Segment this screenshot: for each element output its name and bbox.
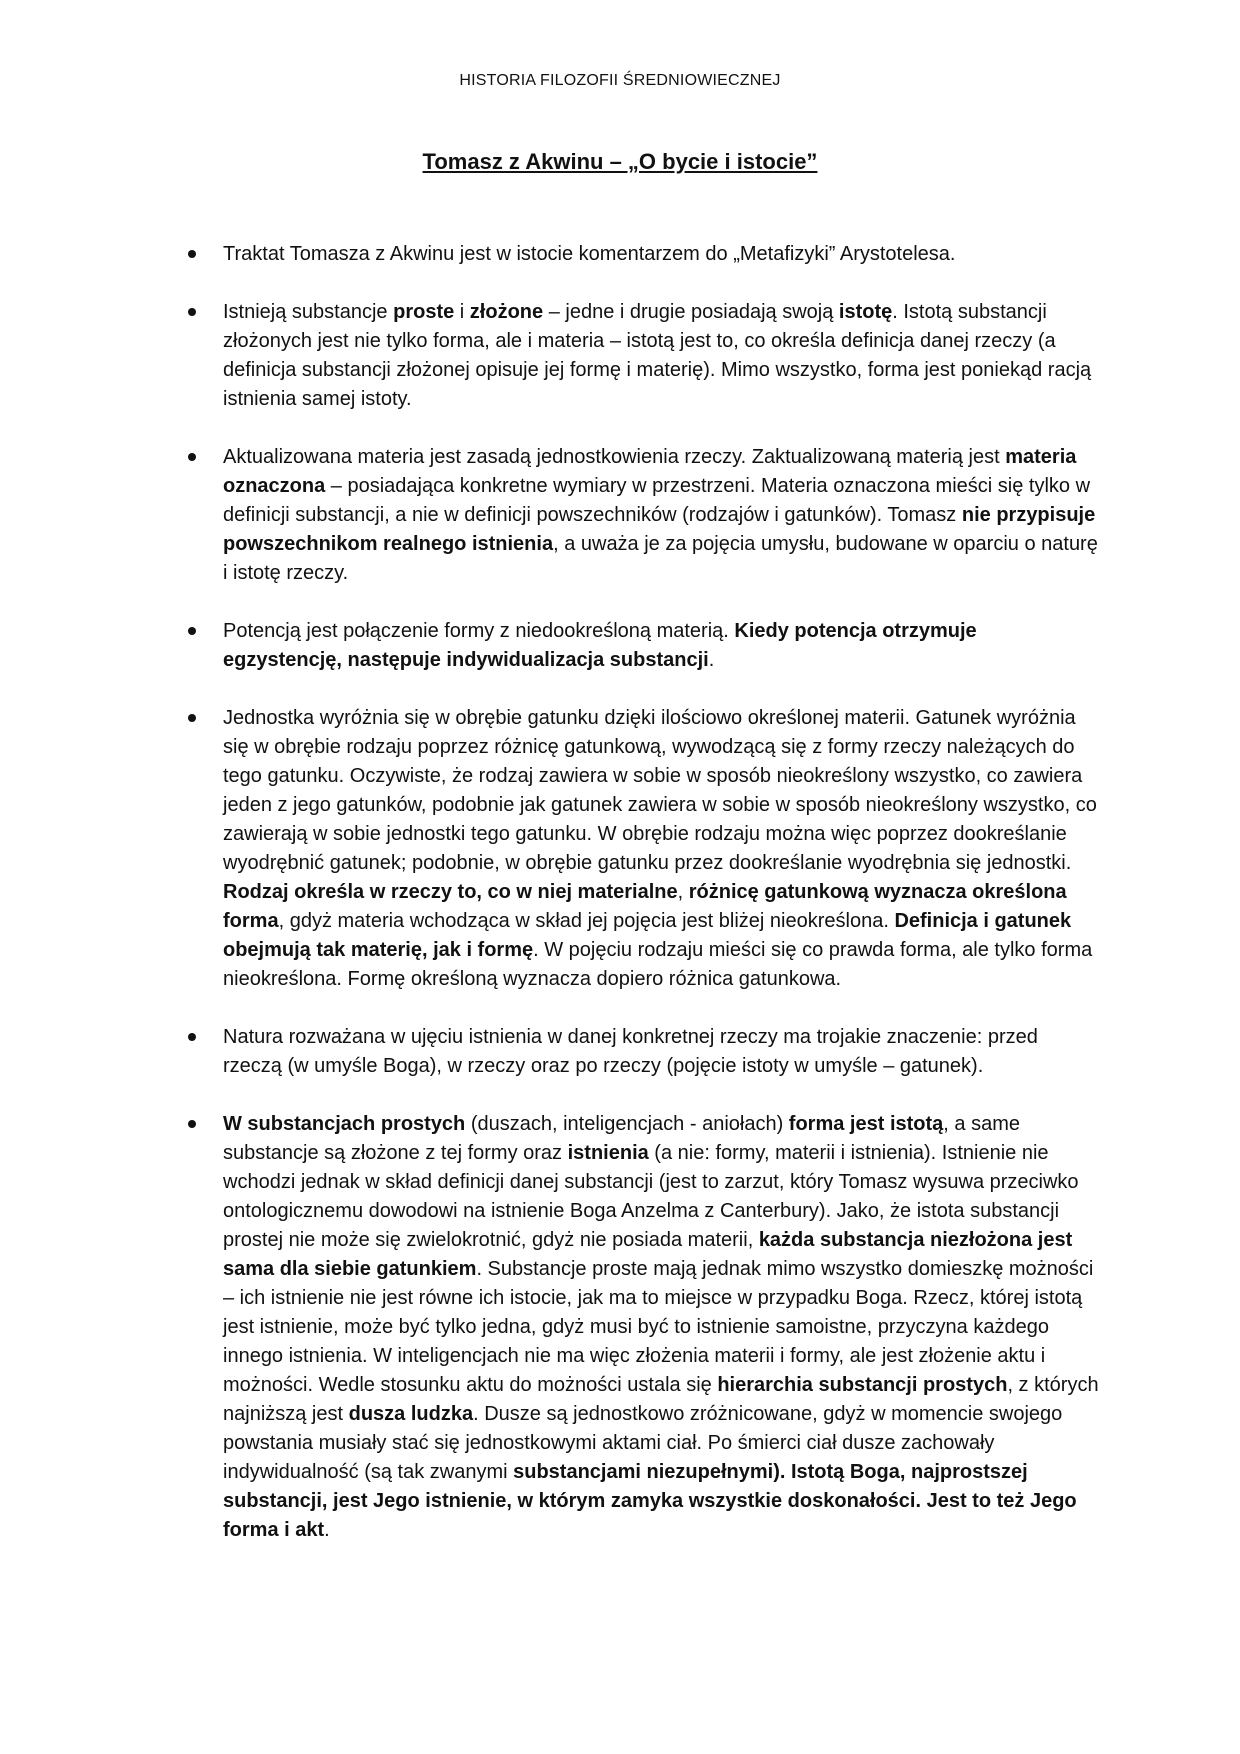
paragraph-text: [223, 301, 1091, 410]
bold-text-run: istnienia: [567, 1142, 649, 1164]
bold-text-run: nie przypisuje powszechnikom realnego istnienia: [223, 504, 1096, 555]
text-run: .: [708, 649, 715, 671]
text-run: Jednostka wyróżnia się w obrębie gatunku dzięki ilościowo określonej materii. Gatunek wyróżnia się w obrębie rodzaju poprzez różnicę gatunkową, wywodzącą się z formy rzeczy należących do tego gatunku. Oczywiste, że rodzaj zawiera w sobie w sposób nieokreślony wszystko, co zawiera jeden z jego gatunków, podobnie jak gatunek zawiera w sobie w sposób nieokreślony wszystko, co zawierają w sobie jednostki tego gatunku. W obrębie rodzaju można więc poprzez dookreślanie wyodrębnić gatunek; podobnie, w obrębie gatunku przez dookreślanie wyodrębnia się jednostki.: [223, 707, 1097, 874]
page-header: HISTORIA FILOZOFII ŚREDNIOWIECZNEJ: [459, 72, 781, 89]
paragraph-text: [223, 243, 955, 265]
paragraph-text: [223, 707, 1097, 990]
bold-text-run: różnicę gatunkową wyznacza określona forma: [223, 881, 1067, 932]
bullet-icon: [188, 1120, 196, 1128]
bullet-icon: [188, 250, 196, 258]
text-run: , gdyż materia wchodząca w skład jej pojęcia jest bliżej nieokreślona.: [278, 910, 895, 932]
text-run: , a same substancje są złożone z tej formy oraz: [223, 1113, 1020, 1164]
text-run: i: [454, 301, 470, 323]
list-item: [188, 617, 1100, 675]
list-item: [188, 443, 1100, 588]
text-run: Potencją jest połączenie formy z niedookreśloną materią.: [223, 620, 735, 642]
paragraph-text: [223, 446, 1098, 584]
bold-text-run: każda substancja niezłożona jest sama dla siebie gatunkiem: [223, 1229, 1073, 1280]
text-run: .: [324, 1519, 330, 1541]
bold-text-run: substancjami niezupełnymi). Istotą Boga, najprostszej substancji, jest Jego istnienie, w którym zamyka wszystkie doskonałości. Jest to też Jego forma i akt: [223, 1461, 1077, 1541]
bold-text-run: forma jest istotą: [788, 1113, 944, 1135]
paragraph-text: [223, 620, 977, 671]
bold-text-run: złożone: [469, 301, 544, 323]
bold-text-run: Kiedy potencja otrzymuje egzystencję, następuje indywidualizacja substancji: [223, 620, 977, 671]
text-run: (duszach, inteligencjach - aniołach): [465, 1113, 789, 1135]
list-item: [188, 704, 1100, 994]
bold-text-run: proste: [393, 301, 455, 323]
bullet-icon: [188, 627, 196, 635]
text-run: Natura rozważana w ujęciu istnienia w danej konkretnej rzeczy ma trojakie znaczenie: przed rzeczą (w umyśle Boga), w rzeczy oraz po rzeczy (pojęcie istoty w umyśle – gatunek).: [223, 1026, 1038, 1077]
text-run: . Istotą substancji złożonych jest nie tylko forma, ale i materia – istotą jest to, co określa definicja danej rzeczy (a definicja substancji złożonej opisuje jej formę i materię). Mimo wszystko, forma jest poniekąd racją istnienia samej istoty.: [223, 301, 1092, 410]
document-title: Tomasz z Akwinu – „O bycie i istocie”: [422, 149, 818, 174]
bold-text-run: materia oznaczona: [223, 446, 1077, 497]
bold-text-run: Rodzaj określa w rzeczy to, co w niej materialne: [223, 881, 678, 903]
bold-text-run: hierarchia substancji prostych: [717, 1374, 1008, 1396]
bullet-icon: [188, 308, 196, 316]
text-run: – jedne i drugie posiadają swoją: [543, 301, 839, 323]
bullet-list: [188, 240, 1100, 1574]
paragraph-text: [223, 1113, 1099, 1541]
list-item: [188, 1110, 1100, 1545]
text-run: ,: [677, 881, 689, 903]
text-run: (a nie: formy, materii i istnienia). Istnienie nie wchodzi jednak w skład definicji danej substancji (jest to zarzut, który Tomasz wysuwa przeciwko ontologicznemu dowodowi na istnienie Boga Anzelma z Canterbury). Jako, że istota substancji prostej nie może się zwielokrotnić, gdyż nie posiada materii,: [223, 1142, 1079, 1251]
bullet-icon: [188, 453, 196, 461]
text-run: . Substancje proste mają jednak mimo wszystko domieszkę możności – ich istnienie nie jest równe ich istocie, jak ma to miejsce w przypadku Boga. Rzecz, której istotą jest istnienie, może być tylko jedna, gdyż musi być to istnienie samoistne, przyczyna każdego innego istnienia. W inteligencjach nie ma więc złożenia materii i formy, ale jest złożenie aktu i możności. Wedle stosunku aktu do możności ustala się: [223, 1258, 1094, 1396]
text-run: . Dusze są jednostkowo zróżnicowane, gdyż w momencie swojego powstania musiały stać się jednostkowymi aktami ciał. Po śmierci ciał dusze zachowały indywidualność (są tak zwanymi: [223, 1403, 1063, 1483]
list-item: [188, 1023, 1100, 1081]
bullet-icon: [188, 714, 196, 722]
text-run: , a uważa je za pojęcia umysłu, budowane w oparciu o naturę i istotę rzeczy.: [223, 533, 1098, 584]
text-run: , z których najniższą jest: [223, 1374, 1099, 1425]
text-run: Aktualizowana materia jest zasadą jednostkowienia rzeczy. Zaktualizowaną materią jest: [223, 446, 1006, 468]
list-item: [188, 298, 1100, 414]
bullet-icon: [188, 1033, 196, 1041]
bold-text-run: Definicja i gatunek obejmują tak materię, jak i formę: [223, 910, 1072, 961]
text-run: Istnieją substancje: [223, 301, 394, 323]
paragraph-text: [223, 1026, 1038, 1077]
text-run: . W pojęciu rodzaju mieści się co prawda forma, ale tylko forma nieokreślona. Formę określoną wyznacza dopiero różnica gatunkowa.: [223, 939, 1093, 990]
bold-text-run: dusza ludzka: [348, 1403, 474, 1425]
bold-text-run: istotę: [838, 301, 893, 323]
list-item: [188, 240, 1100, 269]
text-run: – posiadająca konkretne wymiary w przestrzeni. Materia oznaczona mieści się tylko w definicji substancji, a nie w definicji powszechników (rodzajów i gatunków). Tomasz: [223, 475, 1091, 526]
bold-text-run: W substancjach prostych: [223, 1113, 466, 1135]
text-run: Traktat Tomasza z Akwinu jest w istocie komentarzem do „Metafizyki” Arystotelesa.: [223, 243, 956, 265]
